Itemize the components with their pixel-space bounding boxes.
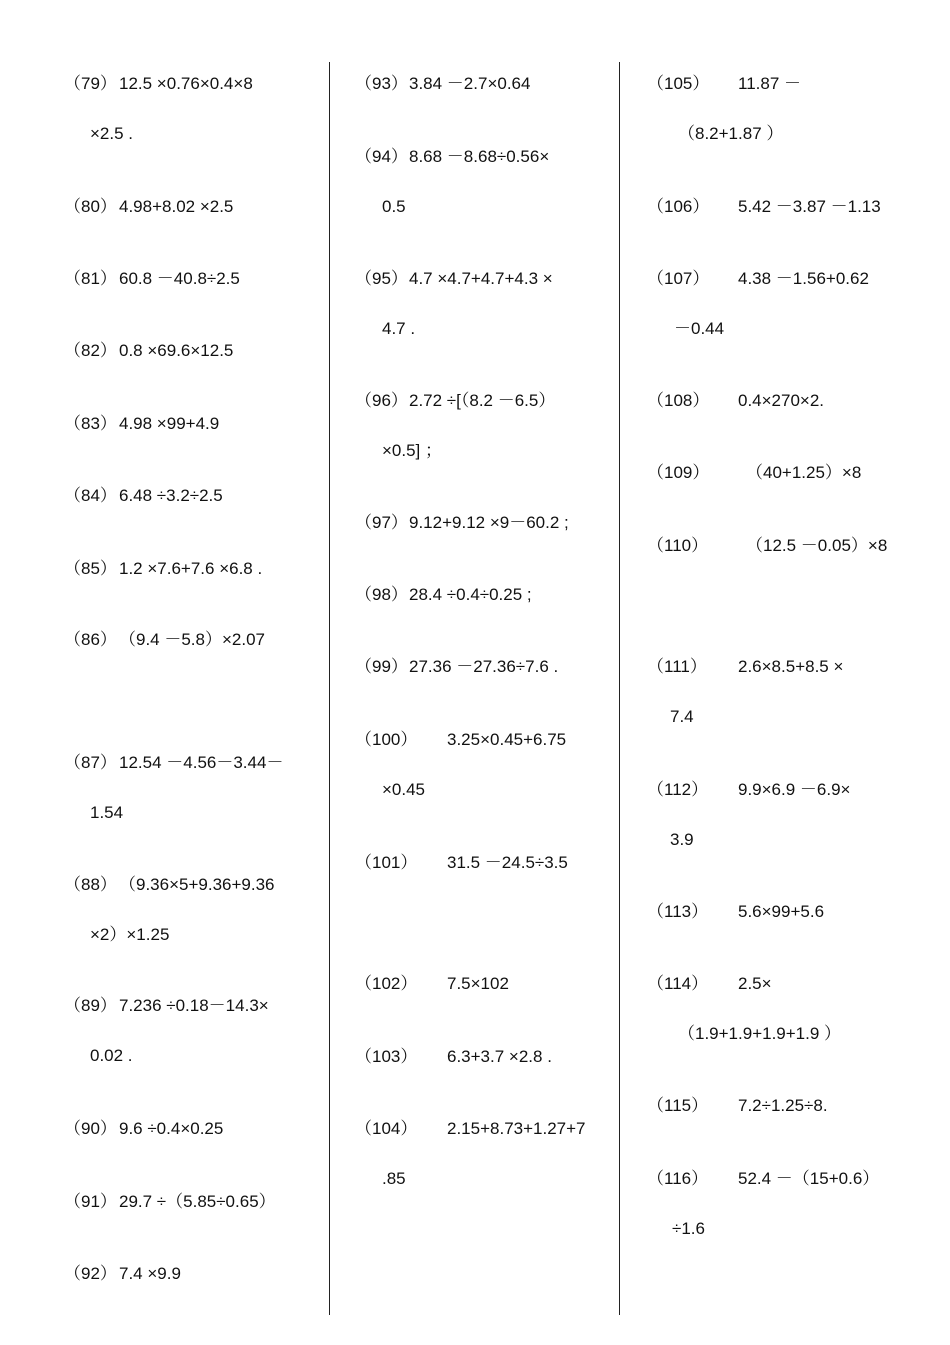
problem-expression: 12.54 －4.56－3.44－ [119, 753, 284, 772]
problem-number: （112） [647, 780, 709, 799]
problem-number: （108） [647, 391, 710, 410]
problem-expression: （12.5 －0.05）×8 [746, 536, 888, 555]
problem-expression: 12.5 ×0.76×0.4×8 [119, 74, 253, 93]
problem-number: （82） [64, 341, 117, 360]
problem-number: （114） [647, 974, 709, 993]
problem-expression: 2.72 ÷[（8.2 －6.5） [409, 391, 556, 410]
problem-expression: 7.236 ÷0.18－14.3× [119, 996, 269, 1015]
problem-number: （113） [647, 902, 709, 921]
problem-expression: 4.98 ×99+4.9 [119, 414, 220, 433]
problem-expression: 3.25×0.45+6.75 [447, 730, 567, 749]
problem-expression: 4.98+8.02 ×2.5 [119, 197, 234, 216]
problem-expression-continued: .85 [382, 1169, 406, 1188]
problem-expression-continued: 7.4 [670, 707, 694, 726]
problem-number: （87） [64, 753, 117, 772]
problem-number: （110） [647, 536, 709, 555]
problem-expression: 31.5 －24.5÷3.5 [447, 853, 568, 872]
problem-expression: 6.3+3.7 ×2.8 . [447, 1047, 552, 1066]
problem-expression-continued: ÷1.6 [672, 1219, 705, 1238]
problem-number: （84） [64, 486, 117, 505]
problem-number: （89） [64, 996, 117, 1015]
problem-expression-continued: ×0.5] ； [382, 441, 443, 460]
problem-number: （90） [64, 1119, 117, 1138]
problem-expression: 7.2÷1.25÷8. [738, 1096, 828, 1115]
column-divider-2 [619, 62, 620, 1315]
problem-expression: （40+1.25）×8 [746, 463, 862, 482]
problem-expression-continued: （8.2+1.87 ） [678, 124, 784, 143]
problem-expression-continued: 1.54 [90, 803, 124, 822]
problem-number: （115） [647, 1096, 709, 1115]
problem-number: （101） [355, 853, 418, 872]
problem-number: （83） [64, 414, 117, 433]
problem-number: （92） [64, 1264, 117, 1283]
problem-number: （99） [355, 657, 408, 676]
problem-expression-continued: ×2）×1.25 [90, 925, 170, 944]
problem-expression: 4.38 －1.56+0.62 [738, 269, 869, 288]
problem-expression: （9.4 －5.8）×2.07 [119, 630, 266, 649]
problem-expression: 2.6×8.5+8.5 × [738, 657, 844, 676]
problem-expression: 27.36 －27.36÷7.6 . [409, 657, 559, 676]
problem-expression-continued: 3.9 [670, 830, 694, 849]
problem-number: （86） [64, 630, 117, 649]
problem-number: （105） [647, 74, 710, 93]
problem-number: （111） [647, 657, 707, 676]
problem-number: （79） [64, 74, 117, 93]
problem-expression: 1.2 ×7.6+7.6 ×6.8 . [119, 559, 263, 578]
problem-expression-continued: －0.44 [674, 319, 725, 338]
problem-expression: 2.5× [738, 974, 772, 993]
problem-expression-continued: 4.7 . [382, 319, 416, 338]
problem-expression: 11.87 － [738, 74, 802, 93]
problem-number: （104） [355, 1119, 418, 1138]
column-divider-1 [329, 62, 330, 1315]
problem-expression: 5.6×99+5.6 [738, 902, 825, 921]
problem-expression: 0.4×270×2. [738, 391, 825, 410]
problem-number: （100） [355, 730, 418, 749]
problem-number: （95） [355, 269, 408, 288]
problem-expression: 4.7 ×4.7+4.7+4.3 × [409, 269, 553, 288]
problem-number: （81） [64, 269, 117, 288]
problem-expression-continued: 0.5 [382, 197, 406, 216]
problem-number: （103） [355, 1047, 418, 1066]
problem-number: （107） [647, 269, 710, 288]
problem-number: （97） [355, 513, 408, 532]
problem-expression: （9.36×5+9.36+9.36 [119, 875, 275, 894]
problem-expression: 9.12+9.12 ×9－60.2 ; [409, 513, 569, 532]
problem-expression: 60.8 －40.8÷2.5 [119, 269, 240, 288]
problem-expression: 7.4 ×9.9 [119, 1264, 181, 1283]
problem-number: （91） [64, 1192, 117, 1211]
problem-expression: 3.84 －2.7×0.64 [409, 74, 531, 93]
problem-expression-continued: （1.9+1.9+1.9+1.9 ） [678, 1024, 842, 1043]
problem-expression: 2.15+8.73+1.27+7 [447, 1119, 586, 1138]
problem-expression: 5.42 －3.87 －1.13 [738, 197, 881, 216]
problem-number: （98） [355, 585, 408, 604]
problem-expression: 0.8 ×69.6×12.5 [119, 341, 234, 360]
problem-expression: 28.4 ÷0.4÷0.25 ; [409, 585, 532, 604]
problem-number: （96） [355, 391, 408, 410]
problem-number: （94） [355, 147, 408, 166]
problem-expression: 9.9×6.9 －6.9× [738, 780, 851, 799]
problem-expression-continued: 0.02 . [90, 1046, 133, 1065]
problem-expression: 6.48 ÷3.2÷2.5 [119, 486, 223, 505]
problem-expression: 7.5×102 [447, 974, 509, 993]
problem-number: （109） [647, 463, 710, 482]
problem-number: （85） [64, 559, 117, 578]
problem-expression: 29.7 ÷（5.85÷0.65） [119, 1192, 276, 1211]
problem-expression: 9.6 ÷0.4×0.25 [119, 1119, 224, 1138]
problem-expression-continued: ×2.5 . [90, 124, 134, 143]
problem-expression: 8.68 －8.68÷0.56× [409, 147, 550, 166]
problem-number: （102） [355, 974, 418, 993]
problem-number: （93） [355, 74, 408, 93]
problem-expression-continued: ×0.45 [382, 780, 426, 799]
problem-number: （106） [647, 197, 710, 216]
problem-expression: 52.4 －（15+0.6） [738, 1169, 880, 1188]
problem-number: （116） [647, 1169, 709, 1188]
problem-number: （80） [64, 197, 117, 216]
problem-number: （88） [64, 875, 117, 894]
